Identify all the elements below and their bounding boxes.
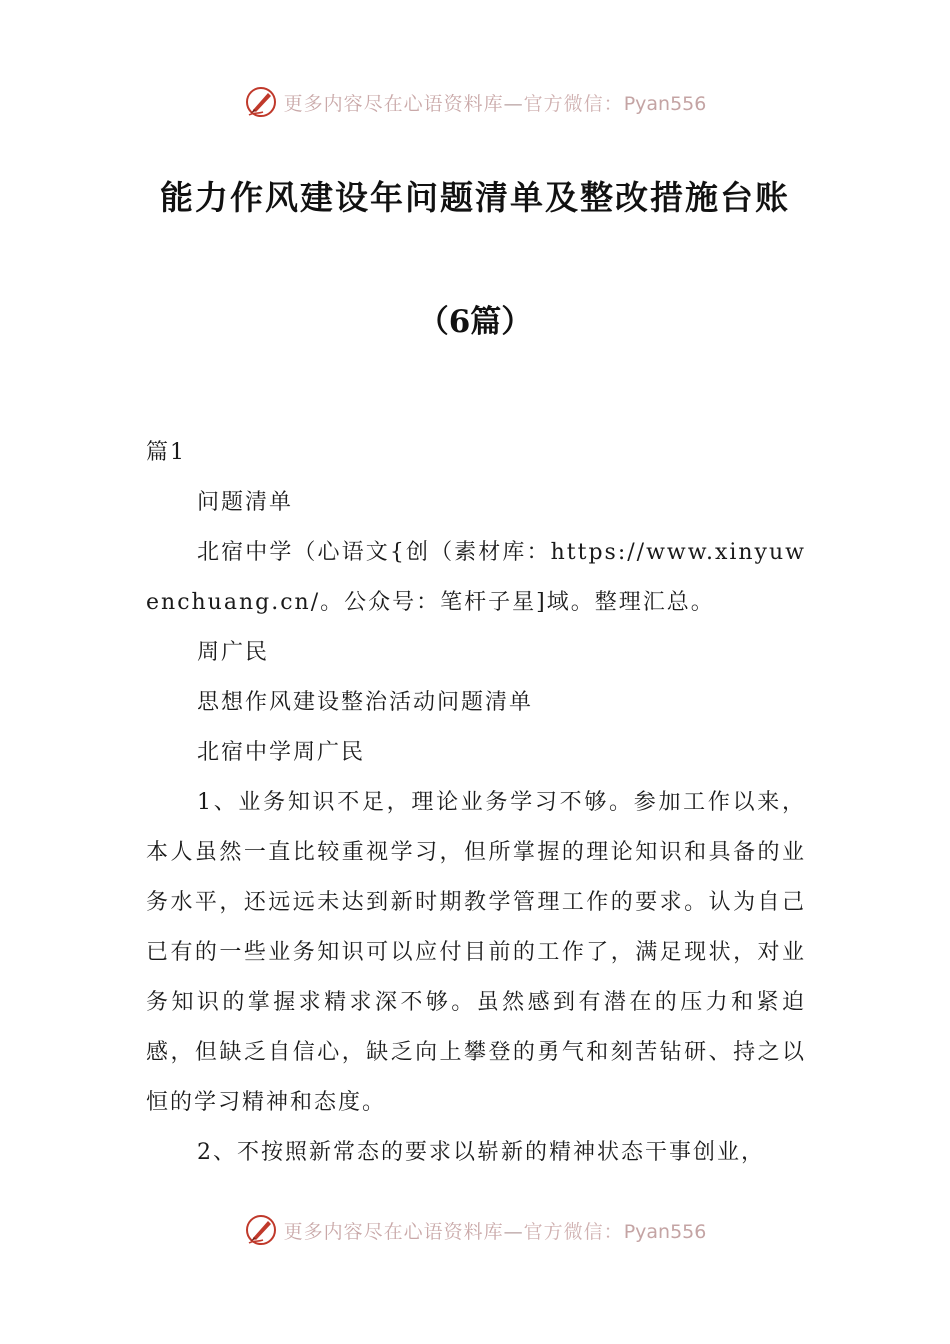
document-title: 能力作风建设年问题清单及整改措施台账 — [160, 178, 790, 217]
paragraph: 北宿中学周广民 — [197, 740, 366, 765]
paragraph: 周广民 — [197, 640, 270, 665]
paragraph: 北宿中学（心语文{创（素材库：https://www.xinyuwenchuang.cn/。公众号：笔杆子星]域。整理汇总。 — [146, 540, 806, 615]
watermark-text: 更多内容尽在心语资料库—官方微信：Pyan556 — [283, 1220, 707, 1243]
quill-pen-logo-icon — [244, 1213, 278, 1247]
watermark-header — [0, 80, 950, 124]
quill-pen-logo-icon — [244, 85, 278, 119]
watermark-text: 更多内容尽在心语资料库—官方微信：Pyan556 — [283, 92, 707, 115]
paragraph: 思想作风建设整治活动问题清单 — [197, 690, 534, 715]
document-subtitle: （6篇） — [417, 304, 533, 340]
paragraph: 2、不按照新常态的要求以崭新的精神状态干事创业， — [197, 1140, 765, 1165]
watermark-footer — [0, 1208, 950, 1252]
paragraph: 问题清单 — [197, 490, 294, 515]
section-label: 篇1 — [146, 440, 186, 465]
paragraph: 1、业务知识不足，理论业务学习不够。参加工作以来，本人虽然一直比较重视学习，但所掌握的理论知识和具备的业务水平，还远远未达到新时期教学管理工作的要求。认为自己已有的一些业务知识可以应付目前的工作了，满足现状，对业务知识的掌握求精求深不够。虽然感到有潜在的压力和紧迫感，但缺乏自信心，缺乏向上攀登的勇气和刻苦钻研、持之以恒的学习精神和态度。 — [146, 790, 806, 1115]
document-body — [146, 428, 806, 1178]
